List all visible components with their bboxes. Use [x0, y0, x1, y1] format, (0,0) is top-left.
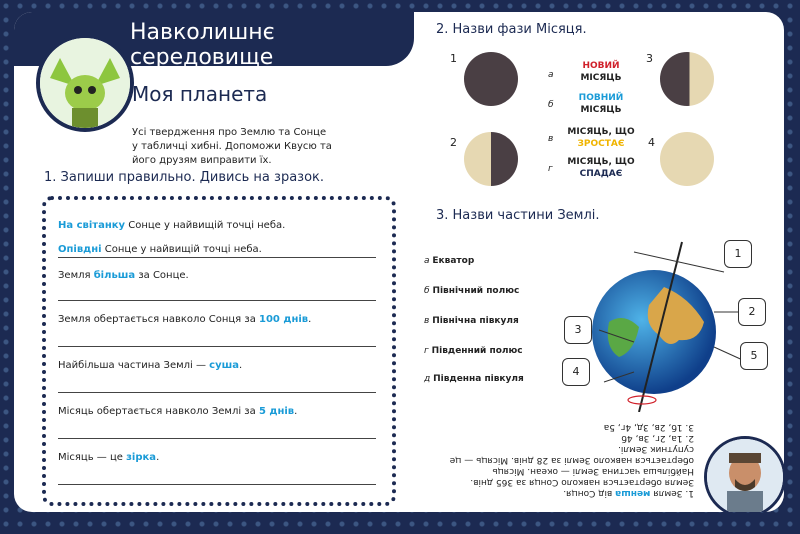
- task2-title: 2. Назви фази Місяця.: [436, 22, 587, 37]
- task1-box: [42, 196, 396, 506]
- moon-waxing: [660, 52, 714, 106]
- answer-key-upside-down: [444, 408, 694, 498]
- phase-letter-d: г: [548, 164, 553, 174]
- answer-3: 2. 1а, 2г, 3в, 4б: [621, 433, 694, 443]
- answer-line-5[interactable]: [58, 484, 376, 485]
- moon-number-1: 1: [450, 52, 457, 65]
- phase-waning: МІСЯЦЬ, ЩО СПАДАЄ: [567, 157, 635, 179]
- answer-line-3[interactable]: [58, 392, 376, 393]
- answer-line-1[interactable]: [58, 300, 376, 301]
- statement-1: Земля більша за Сонце.: [58, 270, 189, 281]
- statement-3: Найбільша частина Землі — суша.: [58, 360, 243, 371]
- callout-1: 1: [724, 240, 752, 268]
- moon-waning: [464, 132, 518, 186]
- intro-text: Усі твердження про Землю та Сонце у табличці хибні. Допоможи Квусю та його друзям виправити їх.: [132, 127, 332, 166]
- callout-5: 5: [740, 342, 768, 370]
- callout-2: 2: [738, 298, 766, 326]
- earth-part-e: д Південна півкуля: [424, 374, 524, 384]
- answer-4: 3. 1б, 2в, 3д, 4г, 5а: [603, 422, 694, 432]
- workbook-page: [14, 12, 784, 512]
- task3-title: 3. Назви частини Землі.: [436, 208, 600, 223]
- moon-number-3: 3: [646, 52, 653, 65]
- statement-5: Місяць — це зірка.: [58, 452, 160, 463]
- character-avatar-2: [704, 436, 784, 512]
- callout-3: 3: [564, 316, 592, 344]
- moon-new: [464, 52, 518, 106]
- moon-number-4: 4: [648, 136, 655, 149]
- callout-4: 4: [562, 358, 590, 386]
- phase-letter-a: а: [548, 70, 554, 80]
- section-title: Моя планета: [132, 82, 268, 106]
- character-avatar: [36, 34, 134, 132]
- moon-full: [660, 132, 714, 186]
- phase-letter-c: в: [548, 134, 554, 144]
- example-wrong: На світанку Сонце у найвищій точці неба.: [58, 220, 286, 231]
- phase-new: НОВИЙ МІСЯЦЬ: [580, 61, 622, 83]
- answer-2: Земля обертається навколо Сонця за 365 днів. Найбільша частина Землі — океан. Місяць обертається навколо Землі за 28 днів. Місяць — це супутник Землі.: [449, 444, 694, 487]
- answer-line-2[interactable]: [58, 346, 376, 347]
- earth-part-d: г Південний полюс: [424, 346, 523, 356]
- earth-part-a: а Екватор: [424, 256, 475, 266]
- phase-letter-b: б: [548, 100, 554, 110]
- page-title: Навколишнє середовище: [130, 20, 275, 70]
- statement-4: Місяць обертається навколо Землі за 5 днів.: [58, 406, 298, 417]
- phase-waxing: МІСЯЦЬ, ЩО ЗРОСТАЄ: [567, 127, 635, 149]
- statement-2: Земля обертається навколо Сонця за 100 днів.: [58, 314, 312, 325]
- example-correct: Опівдні Сонце у найвищій точці неба.: [58, 244, 376, 258]
- phase-full: ПОВНИЙ МІСЯЦЬ: [578, 93, 624, 115]
- answer-line-4[interactable]: [58, 438, 376, 439]
- earth-part-b: б Північний полюс: [424, 286, 520, 296]
- moon-number-2: 2: [450, 136, 457, 149]
- answer-1: 1. Земля менша від Сонця.: [563, 488, 694, 498]
- task1-title: 1. Запиши правильно. Дивись на зразок.: [44, 170, 325, 185]
- earth-part-c: в Північна півкуля: [424, 316, 519, 326]
